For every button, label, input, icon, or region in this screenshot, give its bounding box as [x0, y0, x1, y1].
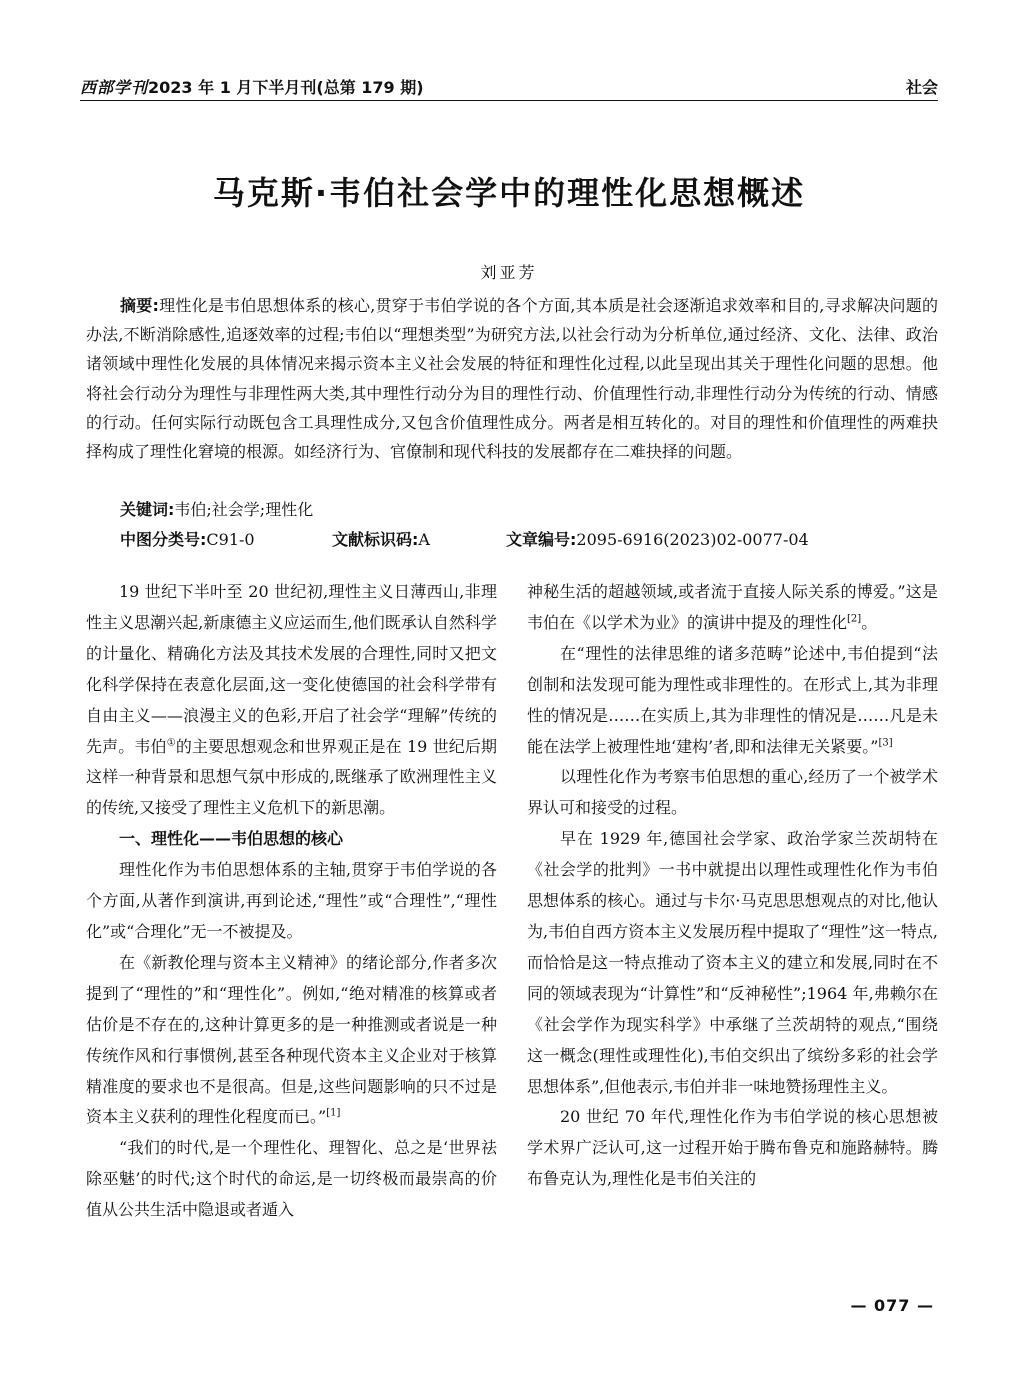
doc-value: A — [418, 530, 430, 549]
document-code — [332, 527, 430, 550]
paragraph-text: 在《新教伦理与资本主义精神》的绪论部分,作者多次提到了“理性的”和“理性化”。例如,“绝对精准的核算或者估价是不存在的,这种计算更多的是一种推测或者说是一种传统作风和行事惯例,甚至各种现代资本主义企业对于核算精准度的要求也不是很高。但是,这些问题影响的只不过是资本主义获利的理性化程度而已。” — [86, 952, 497, 1127]
page-number: — 077 — — [850, 1296, 934, 1315]
paragraph-text: 19 世纪下半叶至 20 世纪初,理性主义日薄西山,非理性主义思潮兴起,新康德主义应运而生,他们既承认自然科学的计量化、精确化方法及其技术发展的合理性,同时又把文化科学保持在表意化层面,这一变化使德国的社会科学带有自由主义——浪漫主义的色彩,开启了社会学“理解”传统的先声。韦伯 — [86, 582, 497, 756]
keywords-text: 韦伯;社会学;理性化 — [174, 500, 314, 519]
paragraph-text: 在“理性的法律思维的诸多范畴”论述中,韦伯提到“法创制和法发现可能为理性或非理性的。在形式上,其为非理性的情况是……在实质上,其为非理性的情况是……凡是未能在法学上被理性地‘建构’者,即和法律无关紧要。” — [527, 643, 938, 756]
right-column — [527, 577, 938, 1195]
citation-ref: [1] — [326, 1108, 341, 1120]
doc-label: 文献标识码: — [332, 530, 419, 549]
clc-value: C91-0 — [206, 530, 255, 549]
header-left — [80, 75, 424, 98]
paragraph — [86, 948, 497, 1133]
footnote-marker: ① — [166, 737, 176, 749]
paragraph: 早在 1929 年,德国社会学家、政治学家兰茨胡特在《社会学的批判》一书中就提出以理性或理性化作为韦伯思想体系的核心。通过与卡尔·马克思思想观点的对比,他认为,韦伯自西方资本主义发展历程中提取了“理性”这一特点,而恰恰是这一特点推动了资本主义的建立和发展,同时在不同的领域表现为“计算性”和“反神秘性”;1964 年,弗赖尔在《社会学作为现实科学》中承继了兰茨胡特的观点,“围绕这一概念(理性或理性化),韦伯交织出了缤纷多彩的社会学思想体系”,但他表示,韦伯并非一味地赞扬理性主义。 — [527, 829, 938, 1096]
citation-ref: [3] — [878, 737, 893, 749]
journal-name: 西部学刊 — [80, 78, 149, 97]
section-name: 社会 — [905, 78, 938, 97]
abstract-text: 理性化是韦伯思想体系的核心,贯穿于韦伯学说的各个方面,其本质是社会逐渐追求效率和目的,寻求解决问题的办法,不断消除感性,追逐效率的过程;韦伯以“理想类型”为研究方法,以社会行动为分析单位,通过经济、文化、法律、政治诸领域中理性化发展的具体情况来揭示资本主义社会发展的特征和理性化过程,以此呈现出其关于理性化问题的思想。他将社会行动分为理性与非理性两大类,其中理性行动分为目的理性行动、价值理性行动,非理性行动分为传统的行动、情感的行动。任何实际行动既包含工具理性成分,又包含价值理性成分。两者是相互转化的。对目的理性和价值理性的两难抉择构成了理性化窘境的根源。如经济行为、官僚制和现代科技的发展都存在二难抉择的问题。 — [86, 296, 938, 462]
paragraph: “我们的时代,是一个理性化、理智化、总之是‘世界祛除巫魅’的时代;这个时代的命运,是一切终极而最崇高的价值从公共生活中隐退或者遁入 — [86, 1138, 497, 1220]
section-heading: 一、理性化——韦伯思想的核心 — [119, 829, 344, 849]
citation-ref: [2] — [847, 613, 862, 625]
keywords-label: 关键词: — [120, 500, 175, 519]
clc-number — [120, 527, 255, 550]
article-number — [506, 527, 809, 550]
article-value: 2095-6916(2023)02-0077-04 — [576, 530, 809, 549]
abstract-label: 摘要: — [120, 296, 159, 315]
paragraph-text: 的主要思想观念和世界观正是在 19 世纪后期这样一种背景和思想气氛中形成的,既继承了欧洲理性主义的传统,又接受了理性主义危机下的新思潮。 — [86, 736, 497, 818]
paragraph — [527, 577, 938, 639]
paragraph: 理性化作为韦伯思想体系的主轴,贯穿于韦伯学说的各个方面,从著作到演讲,再到论述,“理性”或“合理性”,“理性化”或“合理化”无一不被提及。 — [86, 860, 497, 941]
paragraph-text: 。 — [861, 612, 878, 632]
issue-info: 2023 年 1 月下半月刊(总第 179 期) — [148, 78, 424, 97]
article-title: 马克斯·韦伯社会学中的理性化思想概述 — [212, 174, 806, 212]
abstract — [86, 291, 938, 466]
header-divider — [80, 100, 938, 101]
left-column — [86, 577, 497, 1226]
paragraph: 以理性化作为考察韦伯思想的重心,经历了一个被学术界认可和接受的过程。 — [527, 767, 938, 818]
paragraph — [86, 577, 497, 824]
clc-label: 中图分类号: — [120, 530, 207, 549]
running-header — [80, 72, 938, 98]
article-label: 文章编号: — [506, 530, 577, 549]
classification-line — [120, 527, 938, 553]
paragraph — [527, 639, 938, 763]
keywords — [120, 497, 938, 520]
author-name: 刘亚芳 — [480, 263, 538, 282]
paragraph-text: 神秘生活的超越领域,或者流于直接人际关系的博爱。”这是韦伯在《以学术为业》的演讲中提及的理性化 — [527, 582, 938, 632]
paragraph: 20 世纪 70 年代,理性化作为韦伯学说的核心思想被学术界广泛认可,这一过程开始于腾布鲁克和施路赫特。腾布鲁克认为,理性化是韦伯关注的 — [527, 1107, 938, 1189]
